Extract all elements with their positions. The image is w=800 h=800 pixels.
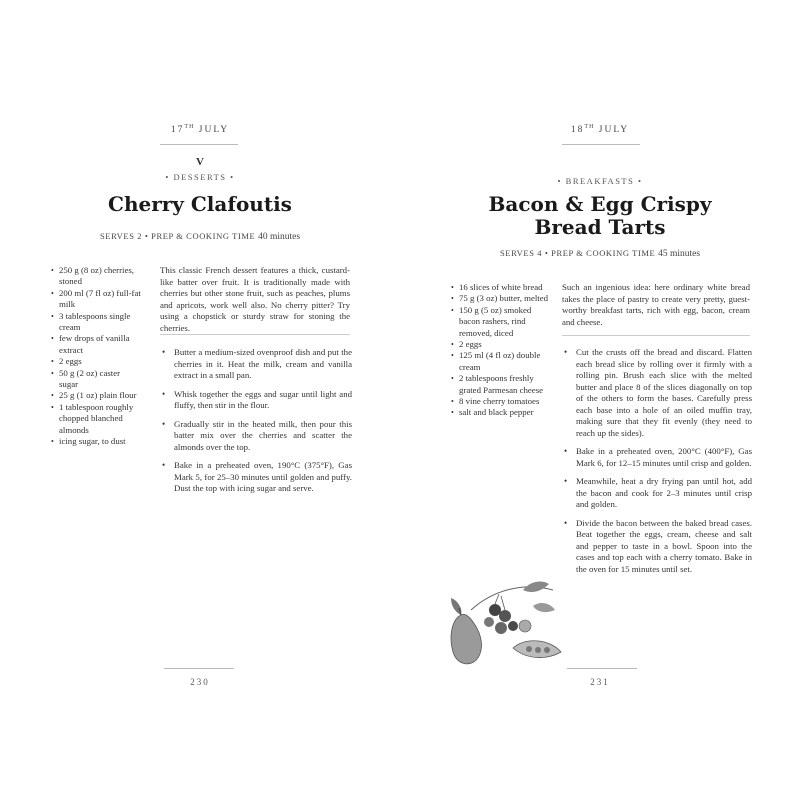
- ingredient-list: [451, 282, 553, 419]
- date-month: JULY: [198, 125, 230, 136]
- method-step: • Meanwhile, heat a dry frying pan until hot, add the bacon and cook for 2–3 minutes until crisp and golden.: [562, 476, 752, 511]
- ingredient-item: • 75 g (3 oz) butter, melted: [451, 293, 553, 304]
- method-step: • Gradually stir in the heated milk, then pour this batter mix over the cherries and scatter the almonds over the top.: [160, 419, 352, 454]
- serves-time: 40 minutes: [258, 232, 301, 242]
- footer-rule: [164, 668, 234, 669]
- ingredient-item: • 2 eggs: [451, 339, 553, 350]
- method-step: • Divide the bacon between the baked bread cases. Beat together the eggs, cream, cheese and salt and pepper to taste in a bowl. Spoon into the cases and top each with a cherry tomato. Bake in the oven for 15 minutes until set.: [562, 518, 752, 576]
- ingredient-item: • 200 ml (7 fl oz) full-fat milk: [51, 288, 141, 311]
- ingredient-item: • 150 g (5 oz) smoked bacon rashers, rind removed, diced: [451, 305, 553, 339]
- ingredient-list: [51, 265, 141, 448]
- fruit-and-cherries-illustration-icon: [443, 570, 573, 675]
- date-suffix: TH: [184, 124, 195, 130]
- cherry: [495, 622, 507, 634]
- recipe-intro: This classic French dessert features a thick, custard-like batter over fruit. It is traditionally made with cherries but other stone fruit, such as peaches, plums and apricots, work well also. No cherry pitter? Try using a chopstick or sturdy straw for stoning the cherries.: [160, 265, 350, 333]
- serves-info: [400, 248, 800, 259]
- recipe-title: Cherry Clafoutis: [108, 192, 292, 216]
- right-page: [400, 0, 800, 800]
- date-suffix: TH: [584, 124, 595, 130]
- ingredient-item: • 125 ml (4 fl oz) double cream: [451, 350, 553, 373]
- pear-shape: [451, 614, 481, 663]
- ingredient-item: • few drops of vanilla extract: [51, 333, 141, 356]
- date-month: JULY: [598, 125, 630, 136]
- divider: [160, 334, 350, 335]
- leaf: [523, 582, 549, 592]
- cherry: [489, 604, 501, 616]
- cherry: [499, 610, 511, 622]
- method-step: • Butter a medium-sized ovenproof dish and put the cherries in it. Heat the milk, cream and vanilla extract in a small pan.: [160, 347, 352, 382]
- page-number: 231: [590, 677, 610, 687]
- date-header: [0, 124, 400, 135]
- recipe-title-line: Bread Tarts: [534, 215, 666, 239]
- date-underline: [562, 144, 640, 145]
- serves-time: 45 minutes: [658, 249, 701, 259]
- plum: [519, 620, 531, 632]
- ingredient-item: • 16 slices of white bread: [451, 282, 553, 293]
- divider: [562, 335, 750, 336]
- serves-label: SERVES 4 • PREP & COOKING TIME: [499, 248, 656, 258]
- recipe-title-line: Bacon & Egg Crispy: [488, 192, 712, 216]
- recipe-category: • DESSERTS •: [165, 172, 235, 182]
- serves-label: SERVES 2 • PREP & COOKING TIME: [99, 231, 256, 241]
- serves-info: [0, 231, 400, 242]
- page-number: 230: [190, 677, 210, 687]
- leaf: [533, 603, 555, 612]
- section-mark: V: [196, 156, 204, 168]
- ingredient-item: • 8 vine cherry tomatoes: [451, 396, 553, 407]
- method-step: • Whisk together the eggs and sugar until light and fluffy, then stir in the flour.: [160, 389, 352, 412]
- method-step: • Bake in a preheated oven, 200°C (400°F), Gas Mark 6, for 12–15 minutes until crisp and golden.: [562, 446, 752, 469]
- ingredient-item: • 3 tablespoons single cream: [51, 311, 141, 334]
- date-day: 18: [570, 125, 585, 136]
- ingredient-item: • 2 eggs: [51, 356, 141, 367]
- method-steps: [160, 347, 352, 502]
- recipe-category: • BREAKFASTS •: [557, 176, 643, 186]
- ingredient-item: • 2 tablespoons freshly grated Parmesan cheese: [451, 373, 553, 396]
- footer-rule: [567, 668, 637, 669]
- method-step: • Cut the crusts off the bread and discard. Flatten each bread slice by rolling over it firmly with a rolling pin. Brush each slice with the melted butter and place 8 of the slices diagonally on top of the others to form the bases. Carefully press each base into a hole of an oiled muffin tray, making sure that they fit evenly (they need to reach up the sides).: [562, 347, 752, 439]
- cherry: [508, 621, 518, 631]
- recipe-intro: Such an ingenious idea: here ordinary white bread takes the place of pastry to create very pretty, guest-worthy breakfast tarts, rich with egg, bacon, cream and cheese.: [562, 282, 750, 327]
- ingredient-item: • icing sugar, to dust: [51, 436, 141, 447]
- date-underline: [160, 144, 238, 145]
- ingredient-item: • 50 g (2 oz) caster sugar: [51, 368, 141, 391]
- method-step: • Bake in a preheated oven, 190°C (375°F), Gas Mark 5, for 25–30 minutes until golden and puffy. Dust the top with icing sugar and serve.: [160, 460, 352, 495]
- date-day: 17: [170, 125, 185, 136]
- date-header: [400, 124, 800, 135]
- ingredient-item: • salt and black pepper: [451, 407, 553, 418]
- ingredient-item: • 1 tablespoon roughly chopped blanched almonds: [51, 402, 141, 436]
- recipe-title: [400, 193, 800, 239]
- method-steps: [562, 347, 752, 582]
- ingredient-item: • 250 g (8 oz) cherries, stoned: [51, 265, 141, 288]
- cherry: [484, 617, 494, 627]
- ingredient-item: • 25 g (1 oz) plain flour: [51, 390, 141, 401]
